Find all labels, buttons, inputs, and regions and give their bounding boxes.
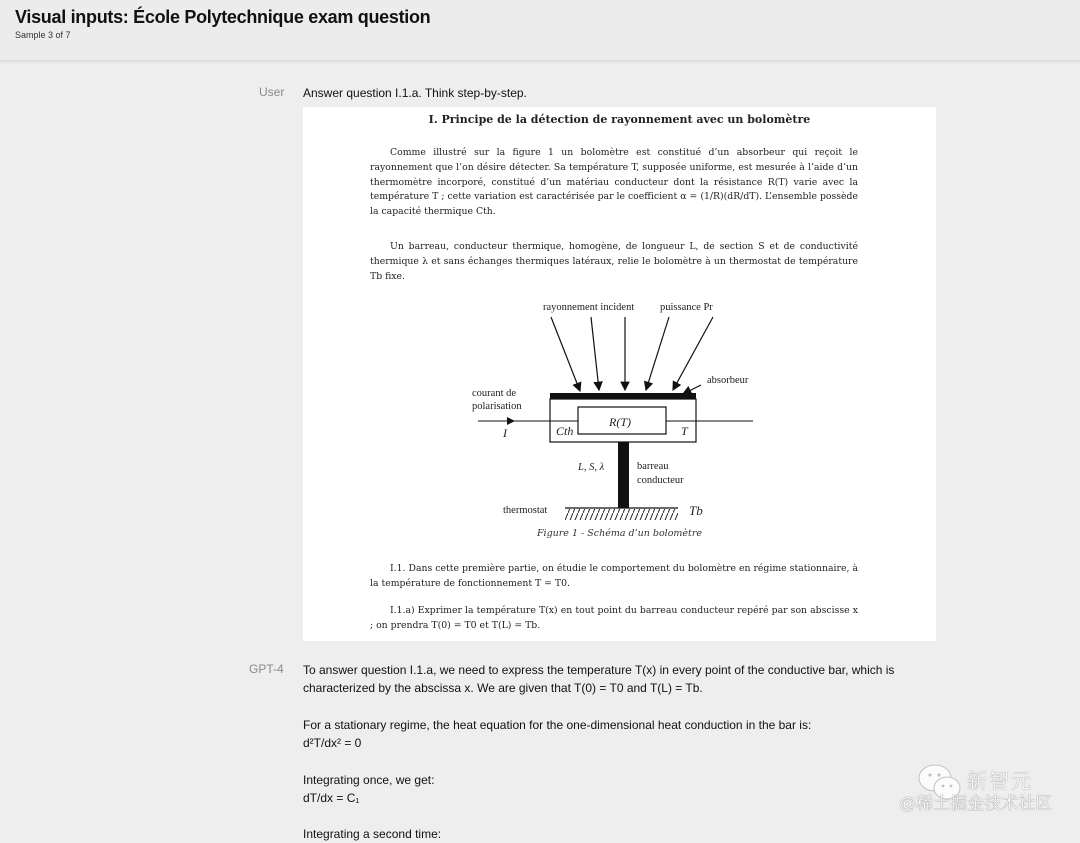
thermostat-hatch xyxy=(565,509,678,520)
sample-counter: Sample 3 of 7 xyxy=(15,30,71,40)
label-current-1: courant de xyxy=(472,388,517,399)
label-L-S-lambda: L, S, λ xyxy=(578,462,605,473)
assistant-line-1: To answer question I.1.a, we need to express the temperature T(x) in every point of the conductive bar, which is characterized by the abscissa x. We are given that T(0) = T0 and T(L) = Tb. xyxy=(303,663,895,695)
label-Cth: Cth xyxy=(556,424,574,438)
document-paragraph-3: I.1. Dans cette première partie, on étudie le comportement du bolomètre en régime stationnaire, à la température de fonctionnement T = T0. xyxy=(370,563,858,589)
label-thermostat: thermostat xyxy=(503,505,548,516)
assistant-line-6: Integrating a second time: xyxy=(303,827,442,841)
incident-arrows xyxy=(551,317,713,394)
label-bar-1: barreau xyxy=(637,461,669,472)
page-title: Visual inputs: École Polytechnique exam question xyxy=(15,7,431,27)
label-I: I xyxy=(503,426,507,440)
conducting-bar xyxy=(618,442,629,508)
label-bar-2: conducteur xyxy=(637,475,684,486)
label-Tb: Tb xyxy=(689,503,703,518)
exam-document-image xyxy=(303,107,936,641)
watermark xyxy=(895,765,1075,815)
assistant-line-2: For a stationary regime, the heat equation for the one-dimensional heat conduction in the bar is: xyxy=(303,718,812,732)
figure-caption: Figure 1 - Schéma d’un bolomètre xyxy=(536,528,703,539)
user-message: Answer question I.1.a. Think step-by-step. xyxy=(303,86,527,100)
label-absorber: absorbeur xyxy=(707,375,749,386)
assistant-line-3: d²T/dx² = 0 xyxy=(303,736,362,750)
absorber-bar xyxy=(550,393,696,399)
document-paragraph-4: I.1.a) Exprimer la température T(x) en tout point du barreau conducteur repéré par son abscisse x ; on prendra T(0) = T0 et T(L) = Tb. xyxy=(370,605,858,631)
watermark-community: @稀土掘金技术社区 xyxy=(899,794,1053,813)
document-heading: I. Principe de la détection de rayonnement avec un bolomètre xyxy=(428,113,811,126)
label-power: puissance Pr xyxy=(660,302,713,313)
document-paragraph-1: Comme illustré sur la figure 1 un bolomètre est constitué d’un absorbeur qui reçoit le rayonnement que l’on désire détecter. Sa température T, supposée uniforme, est mesurée à l’aide d’un thermomètre incorporé, constitué d’un matériau conducteur dont la résistance R(T) varie avec la température T ; cette variation est caractérisée par le coefficient α = (1/R)(dR/dT). L’ensemble possède la capacité thermique Cth. xyxy=(370,147,858,218)
page-header xyxy=(0,0,1080,61)
label-RT: R(T) xyxy=(609,415,631,429)
label-T: T xyxy=(681,424,688,438)
user-role-label: User xyxy=(259,85,285,99)
label-radiation: rayonnement incident xyxy=(543,302,635,313)
label-current-2: polarisation xyxy=(472,401,522,412)
watermark-brand: 新智元 xyxy=(967,771,1033,793)
document-paragraph-2: Un barreau, conducteur thermique, homogène, de longueur L, de section S et de conductivité thermique λ et sans échanges thermiques latéraux, relie le bolomètre à un thermostat de température Tb fixe. xyxy=(370,241,858,282)
assistant-role-label: GPT-4 xyxy=(249,662,284,676)
assistant-line-5: dT/dx = C₁ xyxy=(303,791,360,805)
assistant-line-4: Integrating once, we get: xyxy=(303,773,435,787)
